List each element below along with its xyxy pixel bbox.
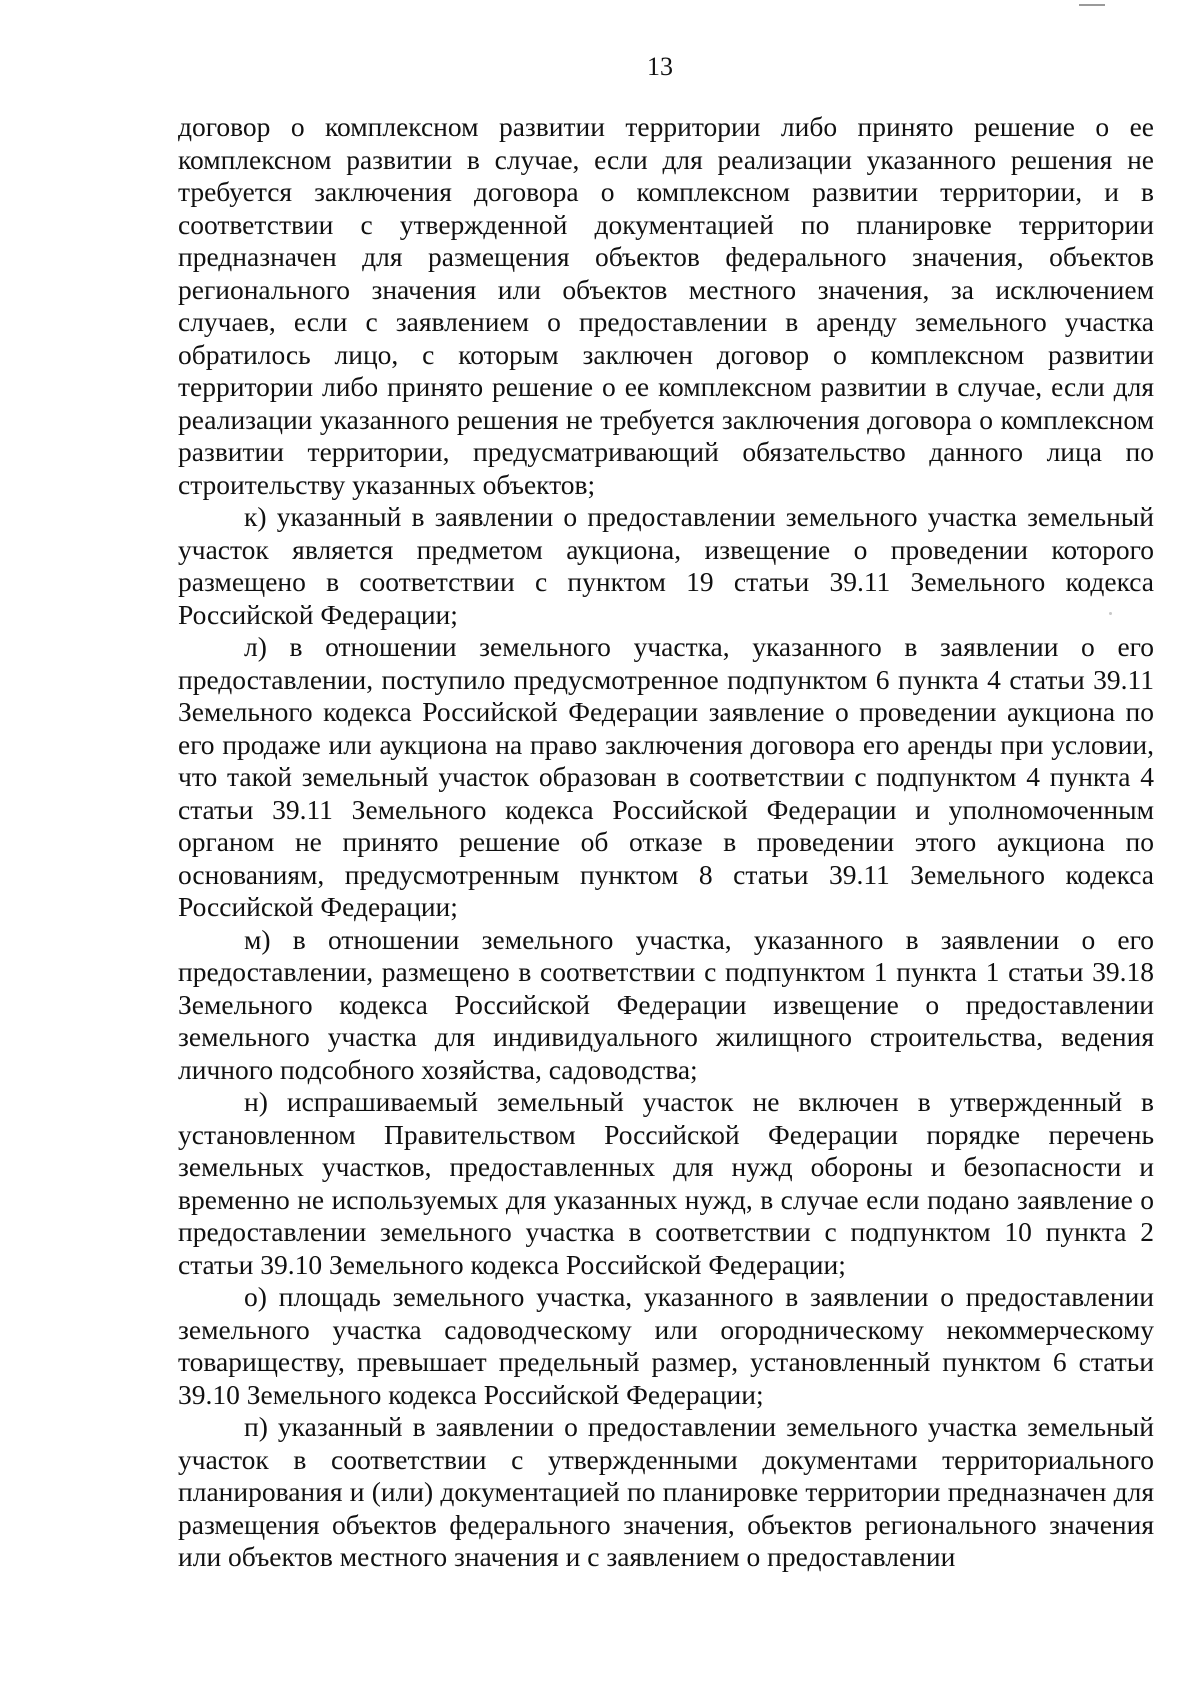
paragraph-continuation: договор о комплексном развитии территории либо принято решение о ее комплексном развитии в случае, если для реализации указанного решения не требуется заключения договора о комплексном развитии территории, и в соответствии с утвержденной документацией по планировке территории предназначен для размещения объектов федерального значения, объектов регионального значения или объектов местного значения, за исключением случаев, если с заявлением о предоставлении в аренду земельного участка обратилось лицо, с которым заключен договор о комплексном развитии территории либо принято решение о ее комплексном развитии в случае, если для реализации указанного решения не требуется заключения договора о комплексном развитии территории, предусматривающий обязательство данного лица по строительству указанных объектов; [178, 111, 1154, 500]
paragraph-item-k: к) указанный в заявлении о предоставлении земельного участка земельный участок является предметом аукциона, извещение о проведении которого размещено в соответствии с пунктом 19 статьи 39.11 Земельного кодекса Российской Федерации; [178, 501, 1154, 630]
paragraph-item-o: о) площадь земельного участка, указанного в заявлении о предоставлении земельного участка садоводческому или огородническому некоммерческому товариществу, превышает предельный размер, установленный пунктом 6 статьи 39.10 Земельного кодекса Российской Федерации; [178, 1281, 1154, 1410]
paragraph-item-m: м) в отношении земельного участка, указанного в заявлении о его предоставлении, размещено в соответствии с подпунктом 1 пункта 1 статьи 39.18 Земельного кодекса Российской Федерации извещение о предоставлении земельного участка для индивидуального жилищного строительства, ведения личного подсобного хозяйства, садоводства; [178, 923, 1154, 1085]
paragraph-item-n: н) испрашиваемый земельный участок не включен в утвержденный в установленном Правительством Российской Федерации порядке перечень земельных участков, предоставленных для нужд обороны и безопасности и временно не используемых для указанных нужд, в случае если подано заявление о предоставлении земельного участка в соответствии с подпунктом 10 пункта 2 статьи 39.10 Земельного кодекса Российской Федерации; [178, 1086, 1154, 1280]
paragraph-item-p: п) указанный в заявлении о предоставлении земельного участка земельный участок в соответствии с утвержденными документами территориального планирования и (или) документацией по планировке территории предназначен для размещения объектов федерального значения, объектов регионального значения или объектов местного значения и с заявлением о предоставлении [178, 1411, 1154, 1572]
document-body [178, 111, 1154, 1574]
scan-mark [1079, 4, 1105, 6]
paragraph-item-l: л) в отношении земельного участка, указанного в заявлении о его предоставлении, поступило предусмотренное подпунктом 6 пункта 4 статьи 39.11 Земельного кодекса Российской Федерации заявление о проведении аукциона по его продаже или аукциона на право заключения договора его аренды при условии, что такой земельный участок образован в соответствии с подпунктом 4 пункта 4 статьи 39.11 Земельного кодекса Российской Федерации и уполномоченным органом не принято решение об отказе в проведении этого аукциона по основаниям, предусмотренным пунктом 8 статьи 39.11 Земельного кодекса Российской Федерации; [178, 631, 1154, 922]
page-number: 13 [647, 52, 673, 81]
